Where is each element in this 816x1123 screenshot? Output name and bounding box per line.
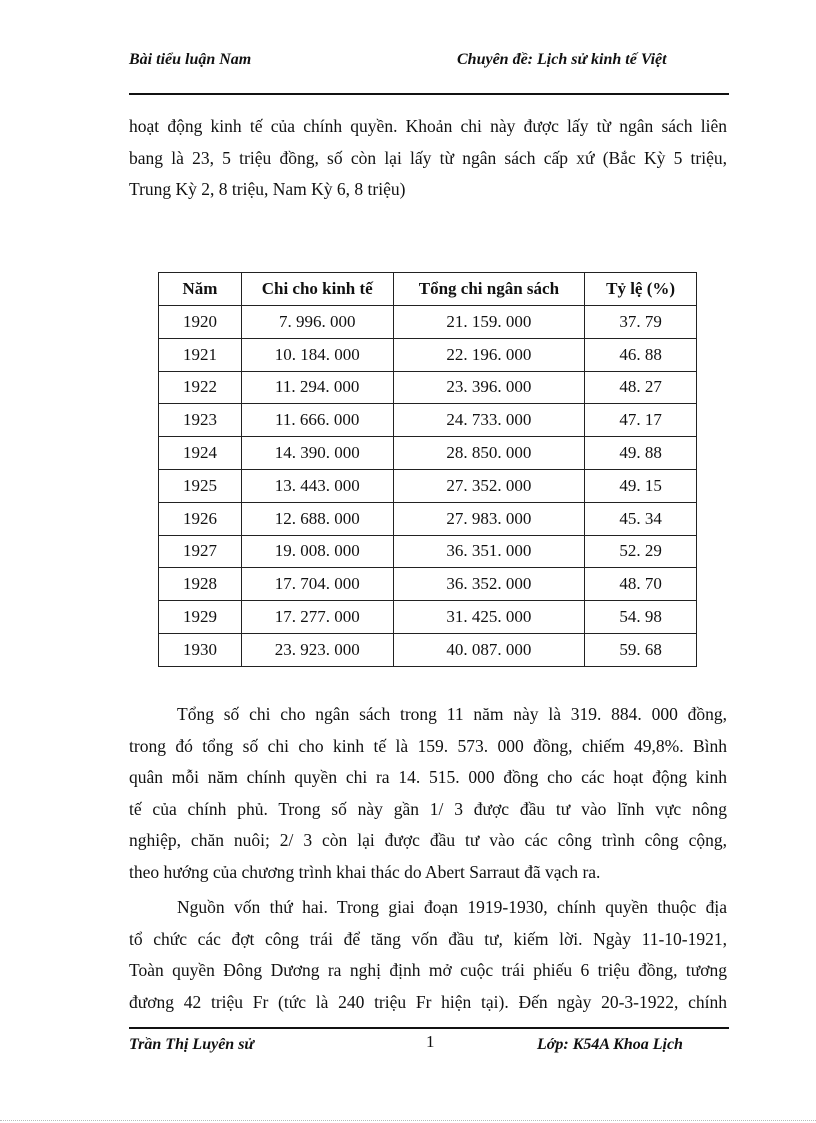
table-row bbox=[159, 437, 697, 470]
cell-total-budget: 27. 352. 000 bbox=[393, 469, 585, 502]
cell-year: 1928 bbox=[159, 568, 242, 601]
cell-ratio: 47. 17 bbox=[585, 404, 697, 437]
cell-ratio: 46. 88 bbox=[585, 338, 697, 371]
header-economic-spending: Chi cho kinh tế bbox=[241, 273, 393, 306]
cell-total-budget: 31. 425. 000 bbox=[393, 601, 585, 634]
cell-economic-spending: 12. 688. 000 bbox=[241, 502, 393, 535]
second-source-paragraph bbox=[129, 892, 727, 1018]
cell-year: 1924 bbox=[159, 437, 242, 470]
cell-ratio: 54. 98 bbox=[585, 601, 697, 634]
page-edge-divider bbox=[0, 1120, 816, 1121]
paragraph-line: hoạt động kinh tế của chính quyền. Khoản chi này được lấy từ ngân sách liên bbox=[129, 116, 727, 136]
table-row bbox=[159, 306, 697, 339]
header-rule bbox=[129, 93, 729, 95]
header-title-left: Bài tiểu luận Nam bbox=[129, 51, 252, 68]
cell-year: 1927 bbox=[159, 535, 242, 568]
cell-economic-spending: 13. 443. 000 bbox=[241, 469, 393, 502]
paragraph-line: trong đó tổng số chi cho kinh tế là 159. 573. 000 đồng, chiếm 49,8%. Bình bbox=[129, 735, 727, 756]
budget-table bbox=[158, 272, 697, 667]
cell-ratio: 49. 88 bbox=[585, 437, 697, 470]
cell-total-budget: 22. 196. 000 bbox=[393, 338, 585, 371]
cell-economic-spending: 11. 666. 000 bbox=[241, 404, 393, 437]
page-number: 1 bbox=[426, 1032, 435, 1051]
cell-total-budget: 23. 396. 000 bbox=[393, 371, 585, 404]
paragraph-line: nghiệp, chăn nuôi; 2/ 3 còn lại được đầu tư vào các công trình công cộng, bbox=[129, 830, 727, 851]
cell-economic-spending: 7. 996. 000 bbox=[241, 306, 393, 339]
cell-year: 1921 bbox=[159, 338, 242, 371]
cell-year: 1929 bbox=[159, 601, 242, 634]
cell-year: 1925 bbox=[159, 469, 242, 502]
paragraph-line: quân mỗi năm chính quyền chi ra 14. 515. 000 đồng cho các hoạt động kinh bbox=[129, 767, 727, 788]
cell-economic-spending: 14. 390. 000 bbox=[241, 437, 393, 470]
intro-paragraph bbox=[129, 111, 727, 206]
cell-ratio: 48. 70 bbox=[585, 568, 697, 601]
cell-year: 1930 bbox=[159, 633, 242, 666]
cell-total-budget: 40. 087. 000 bbox=[393, 633, 585, 666]
paragraph-line: bang là 23, 5 triệu đồng, số còn lại lấy từ ngân sách cấp xứ (Bắc Kỳ 5 triệu, bbox=[129, 147, 727, 168]
table-row bbox=[159, 502, 697, 535]
header-ratio: Tỷ lệ (%) bbox=[585, 273, 697, 306]
cell-economic-spending: 17. 704. 000 bbox=[241, 568, 393, 601]
table-row bbox=[159, 371, 697, 404]
cell-economic-spending: 17. 277. 000 bbox=[241, 601, 393, 634]
header-total-budget: Tổng chi ngân sách bbox=[393, 273, 585, 306]
table-header-row bbox=[159, 273, 697, 306]
header-year: Năm bbox=[159, 273, 242, 306]
table-row bbox=[159, 568, 697, 601]
table-row bbox=[159, 601, 697, 634]
paragraph-line: Nguồn vốn thứ hai. Trong giai đoạn 1919-1930, chính quyền thuộc địa bbox=[177, 897, 727, 917]
cell-economic-spending: 11. 294. 000 bbox=[241, 371, 393, 404]
summary-paragraph bbox=[129, 699, 727, 889]
footer-rule bbox=[129, 1027, 729, 1029]
footer-author: Trần Thị Luyên sử bbox=[129, 1036, 255, 1053]
paragraph-line: đương 42 triệu Fr (tức là 240 triệu Fr hiện tại). Đến ngày 20-3-1922, chính bbox=[129, 991, 727, 1012]
cell-year: 1923 bbox=[159, 404, 242, 437]
cell-total-budget: 24. 733. 000 bbox=[393, 404, 585, 437]
cell-ratio: 52. 29 bbox=[585, 535, 697, 568]
cell-ratio: 48. 27 bbox=[585, 371, 697, 404]
cell-economic-spending: 10. 184. 000 bbox=[241, 338, 393, 371]
paragraph-line: theo hướng của chương trình khai thác do Abert Sarraut đã vạch ra. bbox=[129, 861, 601, 882]
table-row bbox=[159, 469, 697, 502]
cell-economic-spending: 19. 008. 000 bbox=[241, 535, 393, 568]
cell-ratio: 49. 15 bbox=[585, 469, 697, 502]
cell-total-budget: 27. 983. 000 bbox=[393, 502, 585, 535]
cell-ratio: 37. 79 bbox=[585, 306, 697, 339]
paragraph-line: tế của chính phủ. Trong số này gần 1/ 3 được đầu tư vào lĩnh vực nông bbox=[129, 798, 727, 819]
cell-total-budget: 21. 159. 000 bbox=[393, 306, 585, 339]
paragraph-line: tổ chức các đợt công trái để tăng vốn đầu tư, kiếm lời. Ngày 11-10-1921, bbox=[129, 928, 727, 949]
table-row bbox=[159, 535, 697, 568]
table-row bbox=[159, 404, 697, 437]
paragraph-line: Trung Kỳ 2, 8 triệu, Nam Kỳ 6, 8 triệu) bbox=[129, 179, 406, 200]
table-row bbox=[159, 338, 697, 371]
cell-total-budget: 28. 850. 000 bbox=[393, 437, 585, 470]
cell-economic-spending: 23. 923. 000 bbox=[241, 633, 393, 666]
paragraph-line: Tổng số chi cho ngân sách trong 11 năm này là 319. 884. 000 đồng, bbox=[177, 704, 727, 724]
cell-year: 1922 bbox=[159, 371, 242, 404]
cell-ratio: 59. 68 bbox=[585, 633, 697, 666]
paragraph-line: Toàn quyền Đông Dương ra nghị định mở cuộc trái phiếu 6 triệu đồng, tương bbox=[129, 960, 727, 981]
cell-year: 1926 bbox=[159, 502, 242, 535]
cell-year: 1920 bbox=[159, 306, 242, 339]
cell-total-budget: 36. 352. 000 bbox=[393, 568, 585, 601]
cell-total-budget: 36. 351. 000 bbox=[393, 535, 585, 568]
footer-class: Lớp: K54A Khoa Lịch bbox=[537, 1036, 683, 1053]
header-title-right: Chuyên đề: Lịch sử kinh tế Việt bbox=[457, 51, 667, 68]
cell-ratio: 45. 34 bbox=[585, 502, 697, 535]
table-row bbox=[159, 633, 697, 666]
